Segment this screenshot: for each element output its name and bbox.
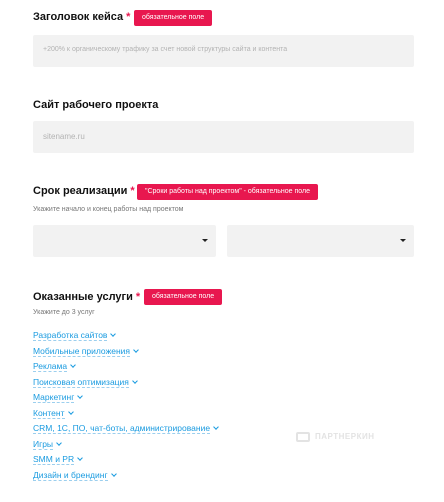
case-title-label <box>33 11 130 23</box>
service-item-marketing[interactable] <box>33 390 218 406</box>
service-item-advertising[interactable] <box>33 359 218 375</box>
chevron-down-icon <box>132 378 138 384</box>
service-item-mobile-apps[interactable] <box>33 344 218 360</box>
service-label[interactable]: Поисковая оптимизация <box>33 376 129 387</box>
chevron-down-icon <box>400 239 406 242</box>
service-item-crm[interactable] <box>33 421 218 437</box>
chevron-down-icon <box>56 440 62 446</box>
chevron-down-icon <box>77 393 83 399</box>
chevron-down-icon <box>68 409 74 415</box>
case-title-input[interactable] <box>33 35 414 67</box>
chevron-down-icon <box>77 455 83 461</box>
chevron-down-icon <box>202 239 208 242</box>
case-title-label-text: Заголовок кейса <box>33 11 124 23</box>
service-item-content[interactable] <box>33 406 218 422</box>
chevron-down-icon <box>111 471 117 477</box>
timeline-label-text: Срок реализации <box>33 185 128 197</box>
required-asterisk: * <box>126 11 131 23</box>
service-label[interactable]: Игры <box>33 438 54 449</box>
watermark <box>296 432 375 442</box>
service-label[interactable]: Дизайн и брендинг <box>33 469 108 480</box>
services-label <box>33 291 140 303</box>
service-item-web-development[interactable] <box>33 328 218 344</box>
timeline-start-select[interactable] <box>33 225 216 257</box>
project-site-placeholder: sitename.ru <box>43 132 85 141</box>
services-hint: Укажите до 3 услуг <box>33 309 95 316</box>
partnerkin-logo-icon <box>296 432 310 442</box>
service-label[interactable]: Разработка сайтов <box>33 330 108 340</box>
service-item-games[interactable] <box>33 437 218 453</box>
timeline-hint: Укажите начало и конец работы над проектом <box>33 206 184 213</box>
service-label[interactable]: Маркетинг <box>33 392 75 402</box>
required-asterisk: * <box>135 291 141 303</box>
service-label[interactable]: CRM, 1С, ПО, чат-боты, администрирование <box>33 423 211 433</box>
services-label-text: Оказанные услуги <box>33 291 133 303</box>
watermark-text: ПАРТНЕРКИН <box>315 432 375 442</box>
service-label[interactable]: Мобильные приложения <box>33 345 131 356</box>
required-asterisk: * <box>130 185 135 197</box>
service-label[interactable]: SMM и PR <box>33 454 75 464</box>
service-item-design-branding[interactable] <box>33 468 218 484</box>
services-list <box>33 328 218 483</box>
chevron-down-icon <box>111 331 117 337</box>
timeline-label <box>33 185 135 197</box>
service-label[interactable]: Реклама <box>33 361 68 371</box>
chevron-down-icon <box>133 347 139 353</box>
service-item-seo[interactable] <box>33 375 218 391</box>
case-title-required-badge: обязательное поле <box>134 10 212 26</box>
services-required-badge: обязательное поле <box>144 289 222 305</box>
chevron-down-icon <box>213 424 219 430</box>
service-item-smm-pr[interactable] <box>33 452 218 468</box>
case-title-placeholder: +200% к органическому трафику за счет новой структуры сайта и контента <box>43 46 288 53</box>
chevron-down-icon <box>70 362 76 368</box>
timeline-end-select[interactable] <box>227 225 414 257</box>
timeline-required-badge: "Сроки работы над проектом" - обязательное поле <box>137 184 318 200</box>
project-site-input[interactable] <box>33 121 414 153</box>
service-label[interactable]: Контент <box>33 407 65 418</box>
project-site-label: Сайт рабочего проекта <box>33 99 159 111</box>
